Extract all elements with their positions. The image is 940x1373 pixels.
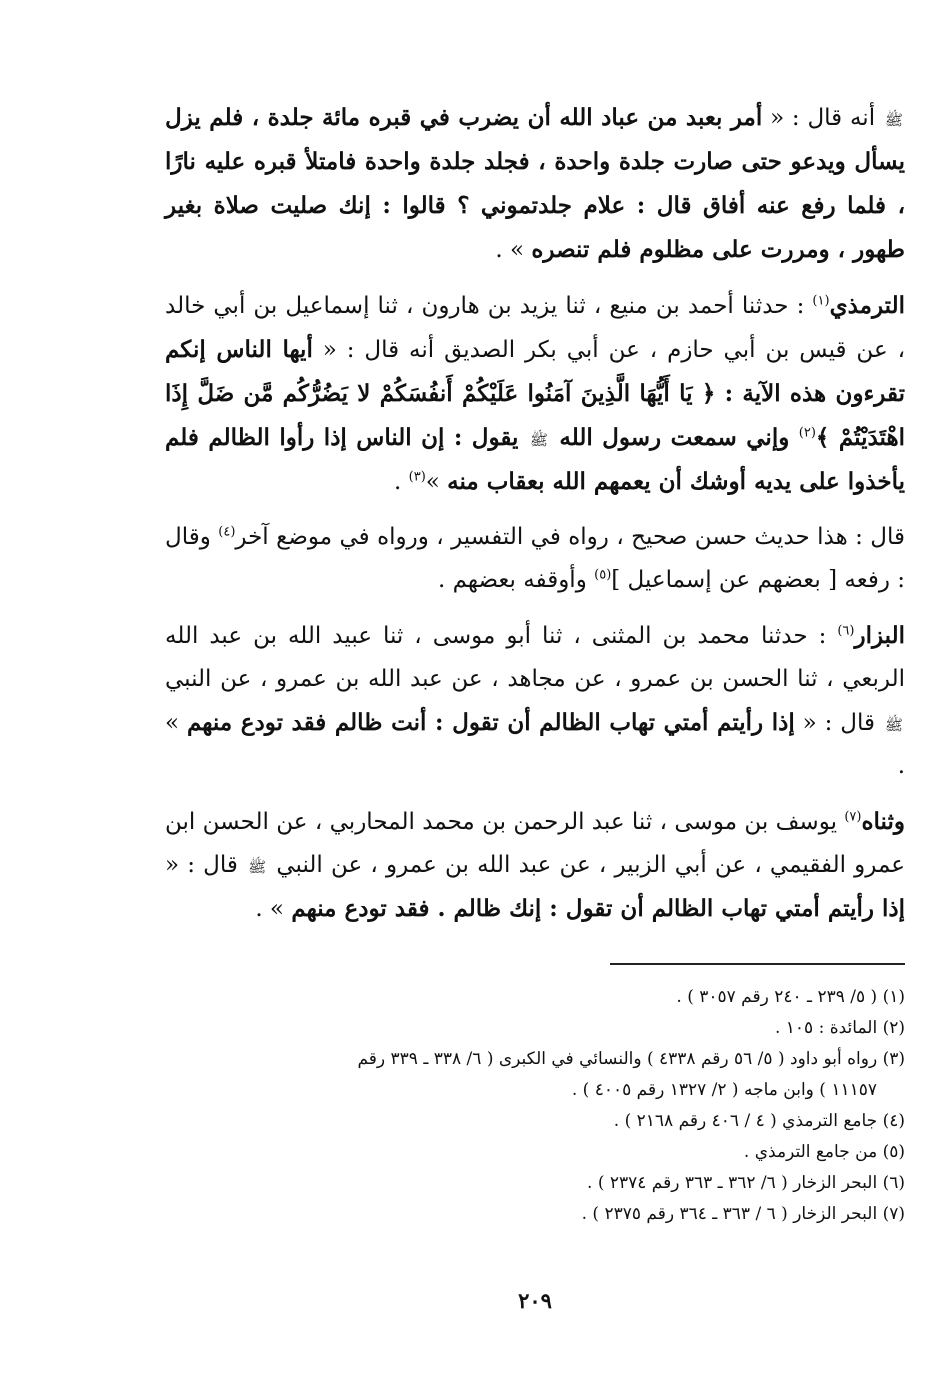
text: : حدثنا أحمد بن منيع ، ثنا يزيد بن هارون ، ثنا إسماعيل بن أبي خالد ، عن قيس بن أبي حازم ، عن أبي بكر الصديق أنه قال : « <box>165 293 906 363</box>
text: قال : هذا حديث حسن صحيح ، رواه في التفسير ، ورواه في موضع آخر <box>235 524 905 550</box>
text: » . <box>255 896 292 922</box>
footnote: (٥) من جامع الترمذي . <box>743 1142 905 1162</box>
footnote: (٣) رواه أبو داود ( ٥/ ٥٦ رقم ٤٣٣٨ ) والنسائي في الكبرى ( ٦/ ٣٣٨ ـ ٣٣٩ رقم <box>357 1049 905 1069</box>
page-number: ٢٠٩ <box>518 1288 552 1313</box>
bold-text: الترمذي <box>829 292 905 319</box>
text: » . <box>495 237 532 263</box>
paragraph <box>165 284 905 504</box>
salutation-glyph: ﷺ <box>884 716 904 734</box>
bold-text: أمر بعبد من عباد الله أن يضرب في قبره مائة جلدة ، فلم يزل يسأل ويدعو حتى صارت جلدة واحدة ، فجلد جلدة واحدة فامتلأ قبره عليه نارًا ، فلما رفع عنه أفاق قال : علام جلدتموني ؟ قالوا : إنك صليت صلاة بغير طهور ، ومررت على مظلوم فلم تنصره <box>165 104 905 263</box>
bold-text: إذا رأيتم أمتي تهاب الظالم أن تقول : إنك ظالم . فقد تودع منهم <box>291 895 905 922</box>
bold-text: وإني سمعت رسول الله <box>549 424 799 451</box>
text: » . <box>165 710 905 779</box>
text: : حدثنا محمد بن المثنى ، ثنا أبو موسى ، ثنا عبيد الله بن عبد الله الربعي ، ثنا الحسن بن عمرو ، عن مجاهد ، عن عبد الله بن عمرو ، عن النبي <box>165 623 905 692</box>
bold-text: وثناه <box>861 808 905 835</box>
footnote: (١) ( ٥/ ٢٣٩ ـ ٢٤٠ رقم ٣٠٥٧ ) . <box>676 987 905 1007</box>
paragraph <box>165 800 905 931</box>
bold-text: يقول : إن الناس إذا رأوا الظالم فلم يأخذوا على يديه أوشك أن يعمهم الله بعقاب منه <box>165 424 905 495</box>
main-text <box>165 96 905 931</box>
footnote-continuation: ١١١٥٧ ) وابن ماجه ( ٢/ ١٣٢٧ رقم ٤٠٠٥ ) . <box>571 1080 877 1100</box>
footnote: (٦) البحر الزخار ( ٦/ ٣٦٢ ـ ٣٦٣ رقم ٢٣٧٤ ) . <box>587 1173 905 1193</box>
footnote-ref: (١) <box>812 293 830 309</box>
salutation-glyph: ﷺ <box>884 111 904 129</box>
bold-text: البزار <box>854 622 905 649</box>
text: وأوقفه بعضهم . <box>437 567 595 593</box>
text: قال : « <box>794 710 883 736</box>
footnote: (٢) المائدة : ١٠٥ . <box>774 1018 905 1038</box>
text: أنه قال : « <box>762 105 883 131</box>
footnote-ref: (٧) <box>844 809 862 825</box>
text: . <box>394 469 409 495</box>
footnote: (٧) البحر الزخار ( ٦ / ٣٦٣ ـ ٣٦٤ رقم ٢٣٧٥ ) . <box>581 1204 905 1224</box>
footnotes <box>165 982 905 1230</box>
paragraph <box>165 614 905 788</box>
text: وقال : رفعه [ بعضهم عن إسماعيل ] <box>165 524 905 593</box>
bold-text: أيها الناس إنكم تقرءون هذه الآية : ﴿ يَا أَيُّهَا الَّذِينَ آمَنُوا عَلَيْكُمْ أَنفُسَكُمْ لا يَضُرُّكُم مَّن ضَلَّ إِذَا اهْتَدَيْتُمْ ﴾ <box>165 336 905 451</box>
paragraph <box>165 96 905 272</box>
text: » <box>425 469 448 495</box>
salutation-glyph: ﷺ <box>248 858 267 876</box>
footnote-ref: (٤) <box>218 524 236 540</box>
paragraph <box>165 516 905 602</box>
footnote-separator <box>610 963 905 965</box>
text: قال : « <box>165 852 247 878</box>
footnote-ref: (٢) <box>798 425 816 441</box>
salutation-glyph: ﷺ <box>529 431 548 449</box>
footnote-ref: (٣) <box>408 469 426 485</box>
bold-text: إذا رأيتم أمتي تهاب الظالم أن تقول : أنت ظالم فقد تودع منهم <box>186 709 795 736</box>
footnote-ref: (٥) <box>594 567 612 583</box>
text: يوسف بن موسى ، ثنا عبد الرحمن بن محمد المحاربي ، عن الحسن ابن عمرو الفقيمي ، عن أبي الزبير ، عن عبد الله بن عمرو ، عن النبي <box>165 809 905 878</box>
footnote-ref: (٦) <box>837 623 855 639</box>
footnote: (٤) جامع الترمذي ( ٤ / ٤٠٦ رقم ٢١٦٨ ) . <box>613 1111 905 1131</box>
